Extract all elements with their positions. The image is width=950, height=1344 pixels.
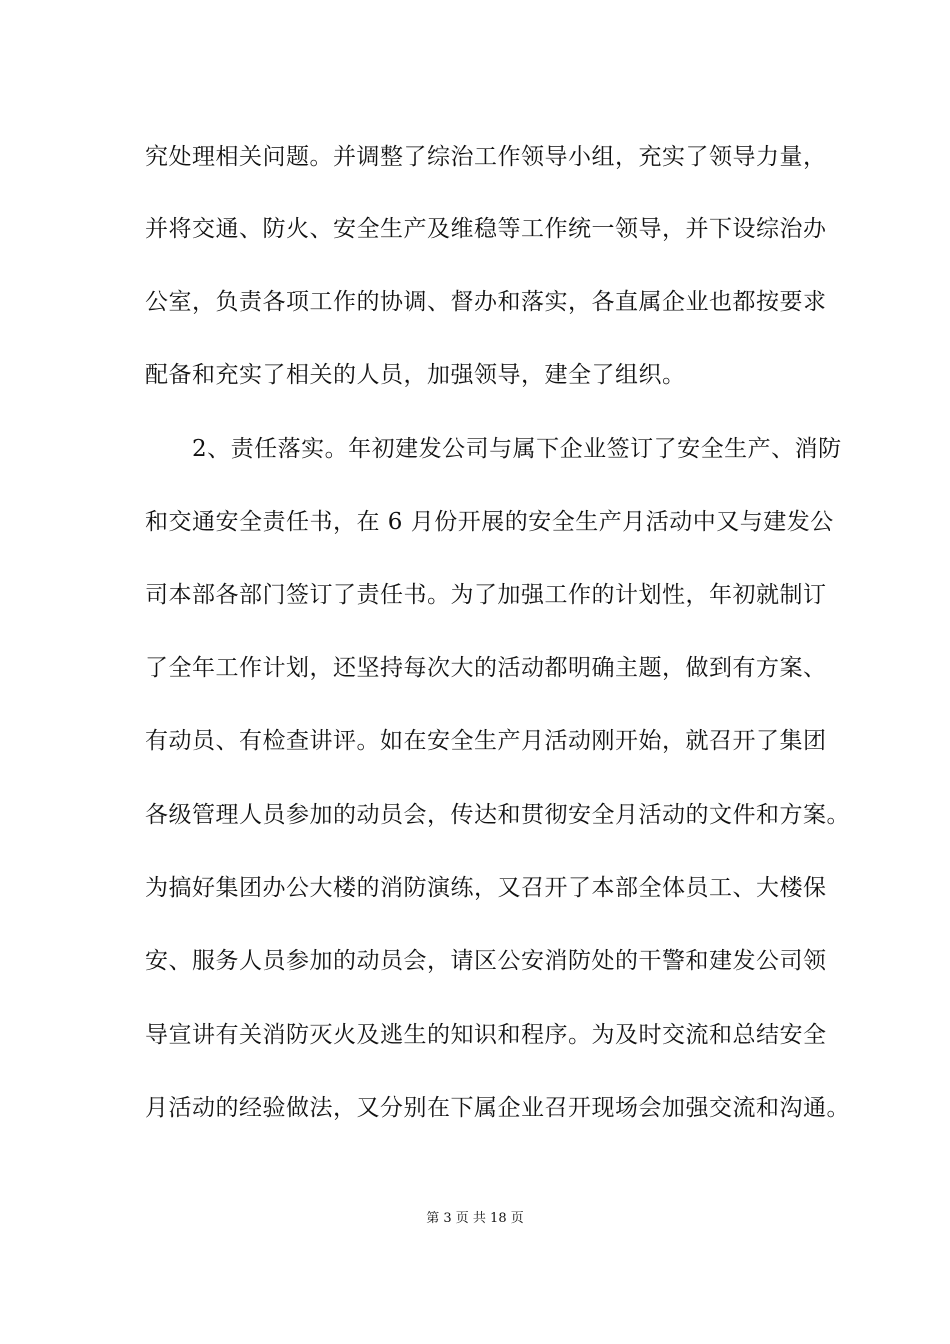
body-line: 2、责任落实。年初建发公司与属下企业签订了安全生产、消防 xyxy=(145,436,842,462)
body-line: 安、服务人员参加的动员会，请区公安消防处的干警和建发公司领 xyxy=(145,948,827,974)
body-line: 月活动的经验做法，又分别在下属企业召开现场会加强交流和沟通。 xyxy=(145,1095,850,1121)
page-number-footer: 第 3 页 共 18 页 xyxy=(426,1211,524,1226)
body-line: 了全年工作计划，还坚持每次大的活动都明确主题，做到有方案、 xyxy=(145,655,827,681)
body-line: 并将交通、防火、安全生产及维稳等工作统一领导，并下设综治办 xyxy=(145,216,827,242)
body-line: 究处理相关问题。并调整了综治工作领导小组，充实了领导力量， xyxy=(145,144,827,170)
body-line: 司本部各部门签订了责任书。为了加强工作的计划性，年初就制订 xyxy=(145,582,827,608)
body-line: 导宣讲有关消防灭火及逃生的知识和程序。为及时交流和总结安全 xyxy=(145,1022,827,1048)
body-line: 为搞好集团办公大楼的消防演练，又召开了本部全体员工、大楼保 xyxy=(145,875,827,901)
body-line: 公室，负责各项工作的协调、督办和落实，各直属企业也都按要求 xyxy=(145,289,827,315)
body-line: 和交通安全责任书，在 6 月份开展的安全生产月活动中又与建发公 xyxy=(145,509,834,535)
body-line: 各级管理人员参加的动员会，传达和贯彻安全月活动的文件和方案。 xyxy=(145,802,850,828)
body-line: 配备和充实了相关的人员，加强领导，建全了组织。 xyxy=(145,362,686,388)
body-line: 有动员、有检查讲评。如在安全生产月活动刚开始，就召开了集团 xyxy=(145,728,827,754)
